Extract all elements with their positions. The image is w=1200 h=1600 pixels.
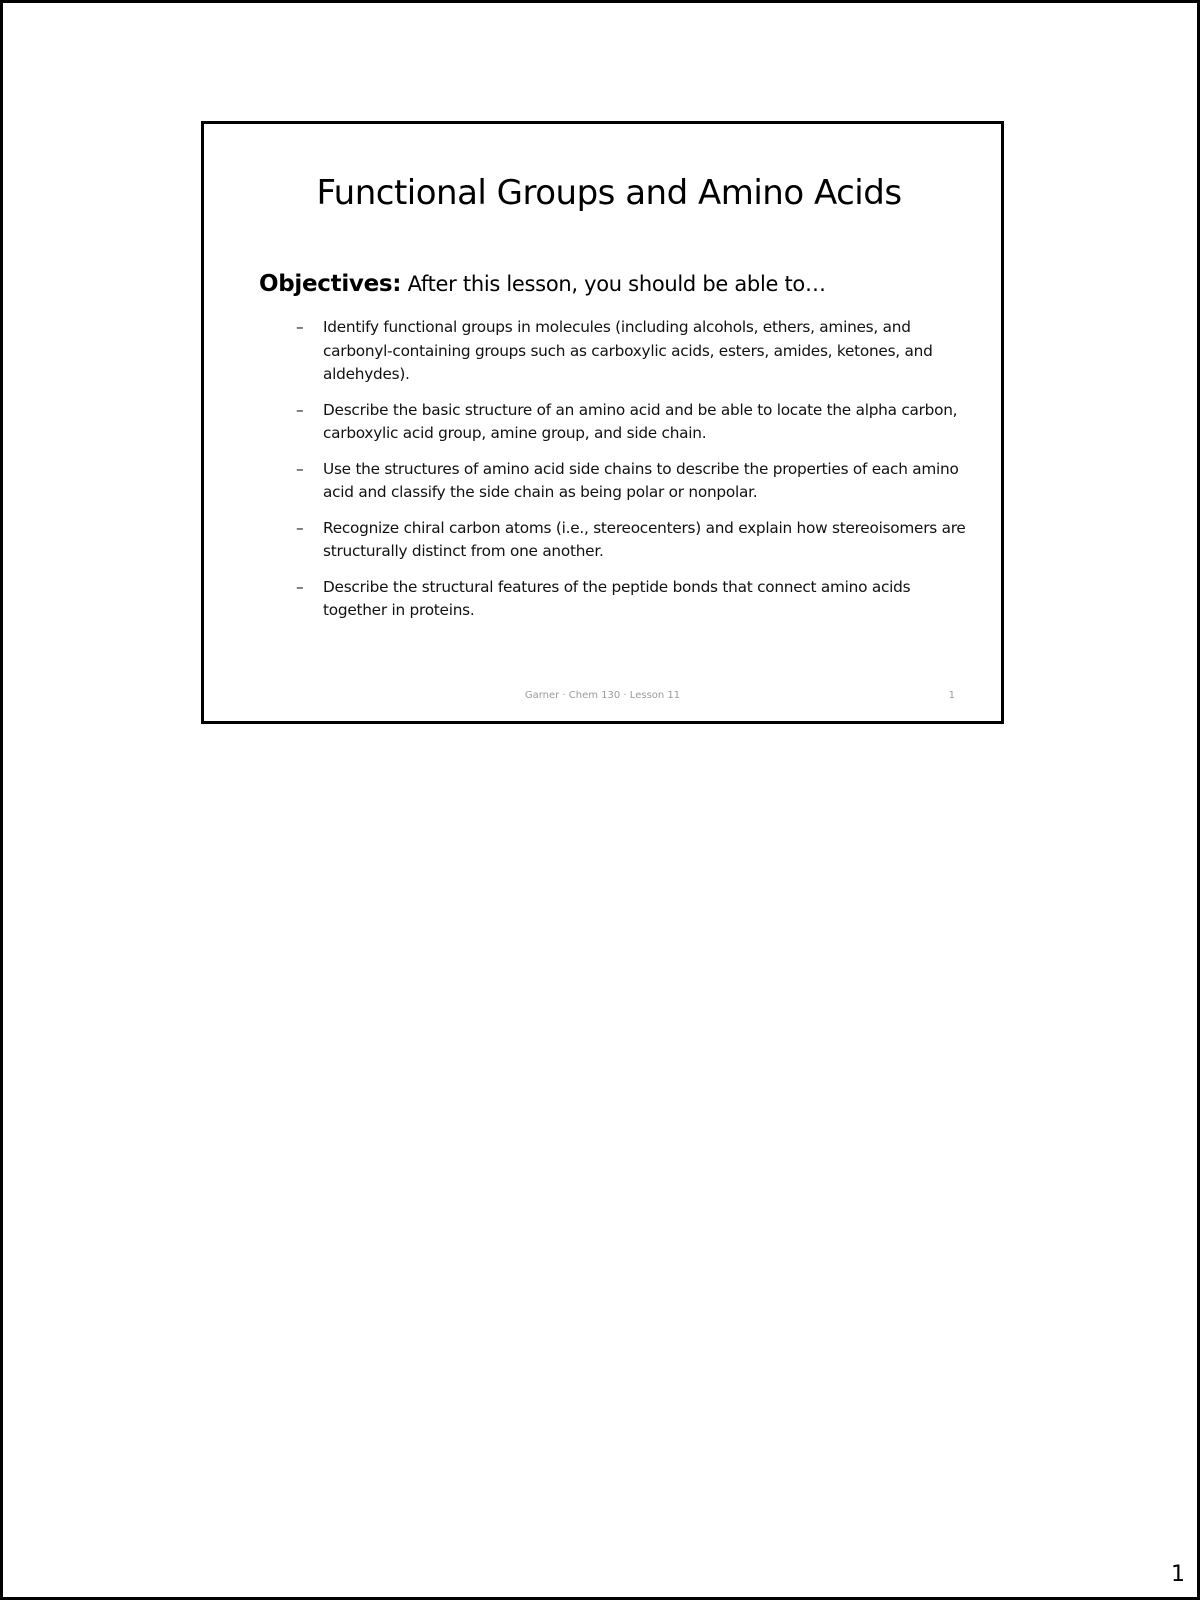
slide-footer: Garner · Chem 130 · Lesson 11 — [524, 690, 681, 701]
objective-text: Describe the structural features of the peptide bonds that connect amino acids together in proteins. — [323, 577, 911, 619]
objective-item — [296, 517, 966, 564]
slide-title: Functional Groups and Amino Acids — [316, 173, 902, 213]
objectives-intro: After this lesson, you should be able to… — [401, 272, 826, 296]
objective-text: Describe the basic structure of an amino acid and be able to locate the alpha carbon, carboxylic acid group, amine group, and side chain. — [323, 400, 958, 442]
objective-item — [296, 576, 966, 623]
dash-bullet: – — [296, 459, 304, 478]
objective-item — [296, 458, 966, 505]
objective-item — [296, 316, 966, 387]
objective-text: Use the structures of amino acid side chains to describe the properties of each amino acid and classify the side chain as being polar or nonpolar. — [323, 459, 959, 501]
slide-thumbnail — [201, 121, 1004, 724]
slide-number: 1 — [948, 690, 955, 701]
page-number: 1 — [1171, 1562, 1185, 1587]
objective-text: Identify functional groups in molecules (including alcohols, ethers, amines, and carbonyl-containing groups such as carboxylic acids, esters, amides, ketones, and aldehydes). — [323, 318, 933, 383]
objective-item — [296, 399, 966, 446]
dash-bullet: – — [296, 400, 304, 419]
objectives-label: Objectives: — [259, 271, 402, 297]
objectives-list — [296, 316, 966, 635]
dash-bullet: – — [296, 518, 304, 537]
dash-bullet: – — [296, 318, 304, 336]
objectives-heading — [259, 271, 826, 297]
dash-bullet: – — [296, 577, 304, 596]
objective-text: Recognize chiral carbon atoms (i.e., stereocenters) and explain how stereoisomers are structurally distinct from one another. — [323, 518, 966, 560]
